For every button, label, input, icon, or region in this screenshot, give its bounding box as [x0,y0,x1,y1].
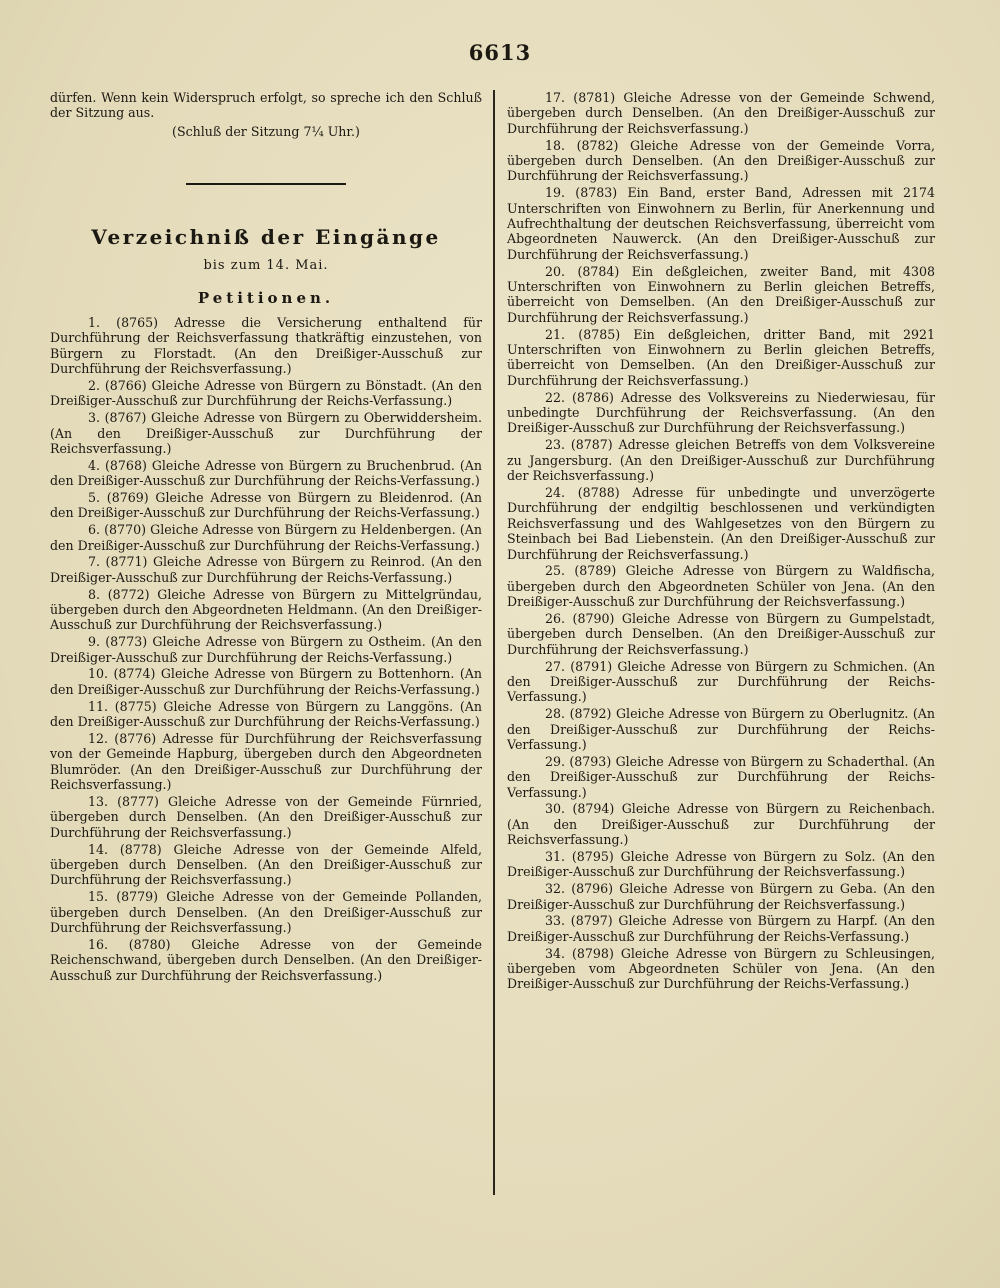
petition-entry: 11. (8775) Gleiche Adresse von Bürgern zu Langgöns. (An den Dreißiger-Ausschuß zur Durchführung der Reichs-Verfassung.) [50,698,482,730]
left-column [50,90,482,984]
right-column [507,90,935,993]
petition-entry: 2. (8766) Gleiche Adresse von Bürgern zu Bönstadt. (An den Dreißiger-Ausschuß zur Durchführung der Reichs-Verfassung.) [50,378,482,409]
petition-entry: 30. (8794) Gleiche Adresse von Bürgern zu Reichenbach. (An den Dreißiger-Ausschuß zur Durchführung der Reichsverfassung.) [507,801,935,848]
petition-entry: 7. (8771) Gleiche Adresse von Bürgern zu Reinrod. (An den Dreißiger-Ausschuß zur Durchführung der Reichs-Verfassung.) [50,554,482,585]
petition-entry: 6. (8770) Gleiche Adresse von Bürgern zu Heldenbergen. (An den Dreißiger-Ausschuß zur Durchführung der Reichs-Verfassung.) [50,522,482,553]
petition-entry: 27. (8791) Gleiche Adresse von Bürgern zu Schmichen. (An den Dreißiger-Ausschuß zur Durchführung der Reichs-Verfassung.) [507,658,935,705]
petition-entry: 12. (8776) Adresse für Durchführung der Reichsverfassung von der Gemeinde Hapburg, übergeben durch den Abgeordneten Blumröder. (An den Dreißiger-Ausschuß zur Durchführung der Reichsverfassung.) [50,730,482,793]
section-heading: Petitionen. [197,288,335,307]
petition-entry: 13. (8777) Gleiche Adresse von der Gemeinde Fürnried, übergeben durch Denselben. (An den Dreißiger-Ausschuß zur Durchführung der Reichsverfassung.) [50,793,482,840]
petition-entry: 23. (8787) Adresse gleichen Betreffs von dem Volksvereine zu Jangersburg. (An den Dreißiger-Ausschuß zur Durchführung der Reichsverfassung.) [507,437,935,484]
petition-entry: 15. (8779) Gleiche Adresse von der Gemeinde Pollanden, übergeben durch Denselben. (An den Dreißiger-Ausschuß zur Durchführung der Reichsverfassung.) [50,889,482,935]
petition-entry: 5. (8769) Gleiche Adresse von Bürgern zu Bleidenrod. (An den Dreißiger-Ausschuß zur Durchführung der Reichs-Verfassung.) [50,490,482,521]
petition-entry: 29. (8793) Gleiche Adresse von Bürgern zu Schaderthal. (An den Dreißiger-Ausschuß zur Durchführung der Reichs-Verfassung.) [507,753,935,800]
petition-entry: 9. (8773) Gleiche Adresse von Bürgern zu Ostheim. (An den Dreißiger-Ausschuß zur Durchführung der Reichs-Verfassung.) [50,634,482,665]
column-divider [493,90,495,1195]
petition-entry: 24. (8788) Adresse für unbedingte und unverzögerte Durchführung der endgiltig beschlossenen und verkündigten Reichsverfassung und des Wahlgesetzes von den Bürgern zu Steinbach bei Bad Liebenstein. (An den Dreißiger-Ausschuß zur Durchführung der Reichsverfassung.) [507,484,935,562]
petition-entry: 28. (8792) Gleiche Adresse von Bürgern zu Oberlugnitz. (An den Dreißiger-Ausschuß zur Durchführung der Reichs-Verfassung.) [507,706,935,752]
petition-entry: 21. (8785) Ein deßgleichen, dritter Band, mit 2921 Unterschriften von Einwohnern zu Berlin gleichen Betreffs, überreicht von Demselben. (An den Dreißiger-Ausschuß zur Durchführung der Reichsverfassung.) [507,326,935,388]
petition-entry: 3. (8767) Gleiche Adresse von Bürgern zu Oberwiddersheim. (An den Dreißiger-Ausschuß zur Durchführung der Reichsverfassung.) [50,410,482,457]
section-subtitle: bis zum 14. Mai. [203,258,329,274]
petition-entry: 22. (8786) Adresse des Volksvereins zu Niederwiesau, für unbedingte Durchführung der Reichsverfassung. (An den Dreißiger-Ausschuß zur Durchführung der Reichsverfassung.) [507,389,935,436]
petition-entry: 20. (8784) Ein deßgleichen, zweiter Band, mit 4308 Unterschriften von Einwohnern zu Berlin gleichen Betreffs, überreicht von Demselben. (An den Dreißiger-Ausschuß zur Durchführung der Reichsverfassung.) [507,263,935,325]
petition-entry: 32. (8796) Gleiche Adresse von Bürgern zu Geba. (An den Dreißiger-Ausschuß zur Durchführung der Reichsverfassung.) [507,881,935,912]
petition-entry: 25. (8789) Gleiche Adresse von Bürgern zu Waldfischa, übergeben durch den Abgeordneten Schüler von Jena. (An den Dreißiger-Ausschuß zur Durchführung der Reichsverfassung.) [507,563,935,610]
section-divider-rule [186,183,346,185]
intro-paragraph: dürfen. Wenn kein Widerspruch erfolgt, so spreche ich den Schluß der Sitzung aus. [50,90,482,121]
petition-entry: 26. (8790) Gleiche Adresse von Bürgern zu Gumpelstadt, übergeben durch Denselben. (An den Dreißiger-Ausschuß zur Durchführung der Reichsverfassung.) [507,610,935,657]
petition-entry: 17. (8781) Gleiche Adresse von der Gemeinde Schwend, übergeben durch Denselben. (An den Dreißiger-Ausschuß zur Durchführung der Reichsverfassung.) [507,90,935,136]
petition-entry: 19. (8783) Ein Band, erster Band, Adressen mit 2174 Unterschriften von Einwohnern zu Berlin, für Anerkennung und Aufrechthaltung der deutschen Reichsverfassung, überreicht vom Abgeordneten Nauwerck. (An den Dreißiger-Ausschuß zur Durchführung der Reichsverfassung.) [507,185,935,262]
petition-entry: 34. (8798) Gleiche Adresse von Bürgern zu Schleusingen, übergeben vom Abgeordneten Schüler von Jena. (An den Dreißiger-Ausschuß zur Durchführung der Reichs-Verfassung.) [507,945,935,992]
petition-entry: 1. (8765) Adresse die Versicherung enthaltend für Durchführung der Reichsverfassung thatkräftig einzustehen, von Bürgern zu Florstadt. (An den Dreißiger-Ausschuß zur Durchführung der Reichsverfassung.) [50,315,482,377]
petition-entry: 31. (8795) Gleiche Adresse von Bürgern zu Solz. (An den Dreißiger-Ausschuß zur Durchführung der Reichsverfassung.) [507,848,935,880]
petition-entry: 8. (8772) Gleiche Adresse von Bürgern zu Mittelgründau, übergeben durch den Abgeordneten Heldmann. (An den Dreißiger-Ausschuß zur Durchführung der Reichsverfassung.) [50,586,482,633]
petition-entry: 4. (8768) Gleiche Adresse von Bürgern zu Bruchenbrud. (An den Dreißiger-Ausschuß zur Durchführung der Reichs-Verfassung.) [50,457,482,489]
petition-entry: 18. (8782) Gleiche Adresse von der Gemeinde Vorra, übergeben durch Denselben. (An den Dreißiger-Ausschuß zur Durchführung der Reichsverfassung.) [507,137,935,184]
petition-entry: 10. (8774) Gleiche Adresse von Bürgern zu Bottenhorn. (An den Dreißiger-Ausschuß zur Durchführung der Reichs-Verfassung.) [50,666,482,697]
section-title: Verzeichniß der Eingänge [91,225,441,250]
petition-entry: 33. (8797) Gleiche Adresse von Bürgern zu Harpf. (An den Dreißiger-Ausschuß zur Durchführung der Reichs-Verfassung.) [507,913,935,944]
petition-entry: 16. (8780) Gleiche Adresse von der Gemeinde Reichenschwand, übergeben durch Denselben. (An den Dreißiger-Ausschuß zur Durchführung der Reichsverfassung.) [50,936,482,983]
petition-entry: 14. (8778) Gleiche Adresse von der Gemeinde Alfeld, übergeben durch Denselben. (An den Dreißiger-Ausschuß zur Durchführung der Reichsverfassung.) [50,841,482,888]
session-closing-note: (Schluß der Sitzung 7¼ Uhr.) [172,123,360,139]
page-number: 6613 [468,40,532,65]
